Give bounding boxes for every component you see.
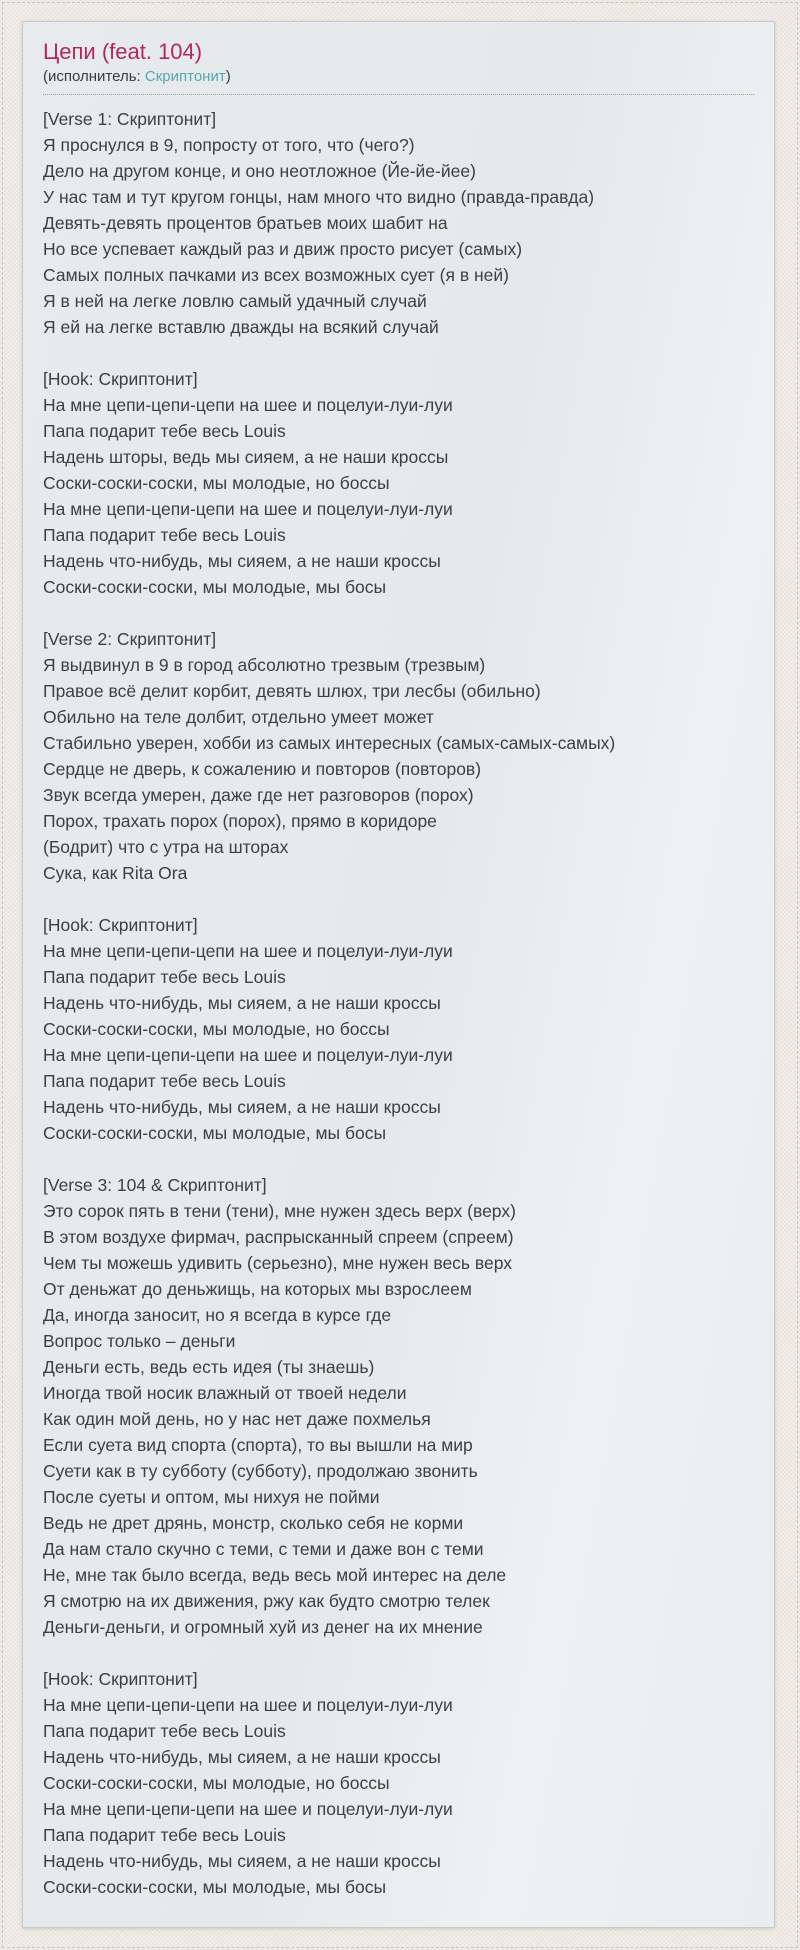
lyric-line: Самых полных пачками из всех возможных сует (я в ней) (43, 265, 509, 285)
lyric-line: От деньжат до деньжищь, на которых мы взрослеем (43, 1279, 472, 1299)
lyric-line: Я смотрю на их движения, ржу как будто смотрю телек (43, 1591, 490, 1611)
lyric-line: Чем ты можешь удивить (серьезно), мне нужен весь верх (43, 1253, 513, 1273)
lyric-line: Да, иногда заносит, но я всегда в курсе где (43, 1305, 392, 1325)
lyric-line: На мне цепи-цепи-цепи на шее и поцелуи-луи-луи (43, 1045, 453, 1065)
lyric-line: Надень что-нибудь, мы сияем, а не наши кроссы (43, 1851, 441, 1871)
lyric-line: Папа подарит тебе весь Louis (43, 1721, 286, 1741)
stanza-header: [Hook: Скриптонит] (43, 1669, 198, 1689)
stanza-header: [Hook: Скриптонит] (43, 915, 198, 935)
lyric-line: (Бодрит) что с утра на шторах (43, 837, 289, 857)
lyric-line: Соски-соски-соски, мы молодые, но боссы (43, 1773, 390, 1793)
lyric-line: Дело на другом конце, и оно неотложное (Йе-йе-йее) (43, 161, 476, 181)
lyrics-stanza (43, 626, 754, 886)
stanza-header: [Verse 2: Скриптонит] (43, 629, 217, 649)
lyric-line: Иногда твой носик влажный от твоей недели (43, 1383, 407, 1403)
stanza-header: [Verse 3: 104 & Скриптонит] (43, 1175, 267, 1195)
lyric-line: Я в ней на легке ловлю самый удачный случай (43, 291, 427, 311)
lyric-line: Я ей на легке вставлю дважды на всякий случай (43, 317, 439, 337)
lyric-line: Соски-соски-соски, мы молодые, мы босы (43, 1877, 387, 1897)
lyric-line: Да нам стало скучно с теми, с теми и даже вон с теми (43, 1539, 484, 1559)
lyric-line: Если суета вид спорта (спорта), то вы вышли на мир (43, 1435, 473, 1455)
lyric-line: Это сорок пять в тени (тени), мне нужен здесь верх (верх) (43, 1201, 516, 1221)
lyric-line: На мне цепи-цепи-цепи на шее и поцелуи-луи-луи (43, 1799, 453, 1819)
lyric-line: Надень что-нибудь, мы сияем, а не наши кроссы (43, 551, 441, 571)
lyric-line: Надень что-нибудь, мы сияем, а не наши кроссы (43, 1097, 441, 1117)
lyrics-stanza (43, 366, 754, 600)
lyric-line: Деньги-деньги, и огромный хуй из денег на их мнение (43, 1617, 483, 1637)
lyric-line: Соски-соски-соски, мы молодые, мы босы (43, 577, 387, 597)
lyric-line: Деньги есть, ведь есть идея (ты знаешь) (43, 1357, 375, 1377)
lyrics-stanza (43, 912, 754, 1146)
lyrics-panel (22, 21, 775, 1928)
lyric-line: На мне цепи-цепи-цепи на шее и поцелуи-луи-луи (43, 499, 453, 519)
header-divider (43, 94, 754, 95)
lyrics-stanza (43, 1172, 754, 1640)
lyric-line: Обильно на теле долбит, отдельно умеет может (43, 707, 434, 727)
artist-line (43, 67, 754, 87)
lyric-line: Девять-девять процентов братьев моих шабит на (43, 213, 448, 233)
lyric-line: Правое всё делит корбит, девять шлюх, три лесбы (обильно) (43, 681, 541, 701)
lyric-line: Соски-соски-соски, мы молодые, но боссы (43, 1019, 390, 1039)
lyric-line: После суеты и оптом, мы нихуя не пойми (43, 1487, 380, 1507)
lyrics-stanza (43, 1666, 754, 1900)
stanza-header: [Hook: Скриптонит] (43, 369, 198, 389)
artist-label-suffix: ) (225, 68, 231, 85)
lyric-line: В этом воздухе фирмач, распрысканный спреем (спреем) (43, 1227, 514, 1247)
lyric-line: У нас там и тут кругом гонцы, нам много что видно (правда-правда) (43, 187, 595, 207)
lyric-line: Ведь не дрет дрянь, монстр, сколько себя не корми (43, 1513, 464, 1533)
lyric-line: Не, мне так было всегда, ведь весь мой интерес на деле (43, 1565, 507, 1585)
lyric-line: Папа подарит тебе весь Louis (43, 1071, 286, 1091)
lyric-line: Я проснулся в 9, попросту от того, что (чего?) (43, 135, 415, 155)
artist-label-prefix: (исполнитель: (43, 68, 141, 85)
lyric-line: Вопрос только – деньги (43, 1331, 236, 1351)
lyric-line: На мне цепи-цепи-цепи на шее и поцелуи-луи-луи (43, 941, 453, 961)
lyric-line: Порох, трахать порох (порох), прямо в коридоре (43, 811, 437, 831)
lyric-line: Как один мой день, но у нас нет даже похмелья (43, 1409, 431, 1429)
lyric-line: Соски-соски-соски, мы молодые, но боссы (43, 473, 390, 493)
lyric-line: Звук всегда умерен, даже где нет разговоров (порох) (43, 785, 474, 805)
lyric-line: Сука, как Rita Ora (43, 863, 188, 883)
lyrics-stanza (43, 106, 754, 340)
lyric-line: Надень шторы, ведь мы сияем, а не наши кроссы (43, 447, 449, 467)
lyric-line: Папа подарит тебе весь Louis (43, 1825, 286, 1845)
lyric-line: Но все успевает каждый раз и движ просто рисует (самых) (43, 239, 523, 259)
lyric-line: Соски-соски-соски, мы молодые, мы босы (43, 1123, 387, 1143)
lyric-line: Суети как в ту субботу (субботу), продолжаю звонить (43, 1461, 478, 1481)
lyric-line: На мне цепи-цепи-цепи на шее и поцелуи-луи-луи (43, 1695, 453, 1715)
lyric-line: Папа подарит тебе весь Louis (43, 967, 286, 987)
page-title: Цепи (feat. 104) (43, 39, 203, 64)
lyric-line: Сердце не дверь, к сожалению и повторов (повторов) (43, 759, 482, 779)
artist-link[interactable]: Скриптонит (144, 68, 226, 85)
lyric-line: На мне цепи-цепи-цепи на шее и поцелуи-луи-луи (43, 395, 453, 415)
lyrics-text (43, 106, 754, 1900)
stanza-header: [Verse 1: Скриптонит] (43, 109, 217, 129)
lyric-line: Надень что-нибудь, мы сияем, а не наши кроссы (43, 993, 441, 1013)
lyric-line: Папа подарит тебе весь Louis (43, 525, 286, 545)
lyric-line: Надень что-нибудь, мы сияем, а не наши кроссы (43, 1747, 441, 1767)
lyric-line: Я выдвинул в 9 в город абсолютно трезвым (трезвым) (43, 655, 486, 675)
lyric-line: Папа подарит тебе весь Louis (43, 421, 286, 441)
lyric-line: Стабильно уверен, хобби из самых интересных (самых-самых-самых) (43, 733, 616, 753)
